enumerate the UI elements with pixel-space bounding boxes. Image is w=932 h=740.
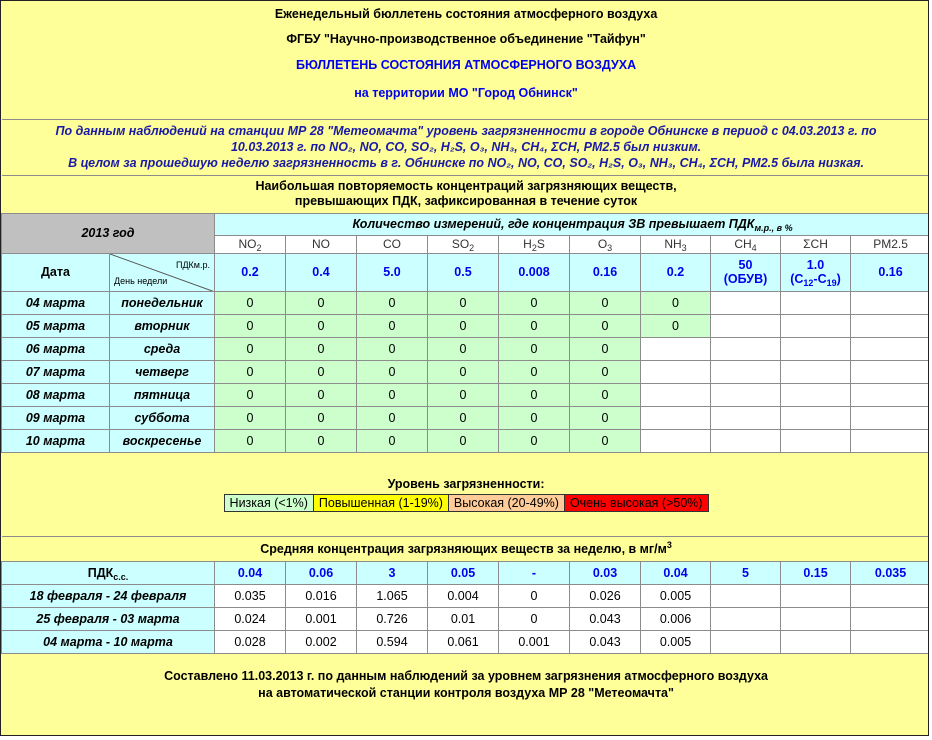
row-value: [851, 630, 930, 653]
row-value: 0: [428, 360, 499, 383]
pollutant-header: [711, 235, 781, 253]
row-value: 0: [428, 383, 499, 406]
row-value: 0: [215, 406, 286, 429]
pollutant-base: H: [523, 237, 532, 251]
table2-title: [2, 536, 930, 561]
pdk-row: [2, 253, 930, 291]
table-row: [2, 337, 930, 360]
table2-body: [2, 584, 930, 653]
row-value: [851, 337, 930, 360]
row-value: 0: [499, 429, 570, 452]
row-value: [641, 337, 711, 360]
pdk-cc-value: 0.04: [215, 561, 286, 584]
count-header-unit: , в %: [771, 223, 793, 233]
pollutant-base: NO: [312, 237, 330, 251]
row-value: 0: [357, 314, 428, 337]
row-value: 0: [286, 314, 357, 337]
count-header-text: Количество измерений, где концентрация ЗВ превышает ПДК: [352, 217, 755, 231]
pdk-value: 5.0: [383, 265, 401, 279]
pdk-cc-value: 0.035: [851, 561, 930, 584]
row-value: 0: [499, 383, 570, 406]
row-value: [711, 291, 781, 314]
row-value: 0: [570, 337, 641, 360]
bulletin-table: [1, 1, 929, 716]
row-value: 0: [357, 383, 428, 406]
pdk-value-cell: [781, 253, 851, 291]
row-value: 0.01: [428, 607, 499, 630]
row-value: 0.005: [641, 584, 711, 607]
row-value: 0: [357, 406, 428, 429]
row-value: [851, 291, 930, 314]
pdk-note-ch4: (ОБУВ): [723, 272, 768, 286]
pdk-value-cell: [499, 253, 570, 291]
pollutant-header: [641, 235, 711, 253]
pdk-note-sch-sub1: 12: [803, 278, 814, 288]
row-value: 0.726: [357, 607, 428, 630]
pollutant-base: SO: [451, 237, 470, 251]
row-value: [711, 630, 781, 653]
row-value: [851, 383, 930, 406]
row-value: 0: [286, 406, 357, 429]
row-date: 09 марта: [2, 406, 110, 429]
pdk-cc-value: 0.04: [641, 561, 711, 584]
row-date: 05 марта: [2, 314, 110, 337]
pdk-corner-text: ПДК: [175, 259, 194, 270]
pollutant-header: [499, 235, 570, 253]
row-value: 0: [428, 291, 499, 314]
table-row: [2, 360, 930, 383]
pollutant-base: ΣCH: [803, 237, 828, 251]
pdk-value-cell: [641, 253, 711, 291]
row-value: [781, 314, 851, 337]
header-line-1: Еженедельный бюллетень состояния атмосферного воздуха: [2, 1, 930, 27]
pdk-value-cell: [851, 253, 930, 291]
row-value: 0: [499, 584, 570, 607]
legend-item: Повышенная (1-19%): [314, 495, 449, 511]
row-date: 06 марта: [2, 337, 110, 360]
summary-p1-start: По данным наблюдений на станции МР 28 "Метеомачта" уровень загрязненности в городе Обнинске в период с 04.03.2013 г. по: [55, 124, 877, 138]
row-value: [711, 360, 781, 383]
pdk-cc-value: 0.06: [286, 561, 357, 584]
pdk-cc-value: -: [499, 561, 570, 584]
row-value: 0: [357, 429, 428, 452]
row-value: 0.026: [570, 584, 641, 607]
row-value: 0.043: [570, 630, 641, 653]
row-value: [711, 607, 781, 630]
pollutant-base: NH: [664, 237, 682, 251]
row-value: 0: [499, 291, 570, 314]
table-row: [2, 584, 930, 607]
pdk-value-cell: [215, 253, 286, 291]
recurrence-title-1: Наибольшая повторяемость концентраций загрязняющих веществ,: [255, 179, 677, 193]
row-period: 25 февраля - 03 марта: [2, 607, 215, 630]
row-value: 0.061: [428, 630, 499, 653]
row-value: 0.006: [641, 607, 711, 630]
row-value: [641, 429, 711, 452]
row-value: [641, 406, 711, 429]
row-value: 0: [499, 607, 570, 630]
row-value: 0.001: [286, 607, 357, 630]
row-value: 0: [215, 360, 286, 383]
weekday-corner-label: День недели: [114, 275, 168, 286]
table-row: [2, 383, 930, 406]
pollutant-header: [781, 235, 851, 253]
pollutant-header: [286, 235, 357, 253]
pollutant-base: CO: [383, 237, 401, 251]
row-value: 0.016: [286, 584, 357, 607]
pollutant-header: [215, 235, 286, 253]
legend-wrap: [2, 494, 930, 512]
pdk-corner-label: [176, 258, 210, 272]
row-value: 0: [641, 291, 711, 314]
legend: [224, 494, 709, 512]
pollutant-sub: 4: [751, 243, 757, 253]
pdk-corner-sub: м.р.: [193, 259, 210, 270]
pdk-note-sch-mid: -C: [813, 272, 827, 286]
row-value: [711, 314, 781, 337]
row-value: [711, 383, 781, 406]
table-row: [2, 607, 930, 630]
row-period: 04 марта - 10 марта: [2, 630, 215, 653]
table1-body: [2, 291, 930, 452]
pollutant-base: NO: [238, 237, 257, 251]
row-value: 0.594: [357, 630, 428, 653]
row-date: 10 марта: [2, 429, 110, 452]
pdk-cc-label: [2, 561, 215, 584]
pdk-value-cell: [357, 253, 428, 291]
row-value: [851, 314, 930, 337]
row-value: 0: [570, 360, 641, 383]
footer: [2, 653, 930, 716]
row-value: 0: [570, 429, 641, 452]
row-weekday: суббота: [110, 406, 215, 429]
row-value: 0.001: [499, 630, 570, 653]
row-value: 0: [428, 429, 499, 452]
footer-line-2: на автоматической станции контроля воздуха МР 28 "Метеомачта": [258, 685, 674, 700]
row-value: 0: [641, 314, 711, 337]
summary-p2: В целом за прошедшую неделю загрязненность в г. Обнинске по NO₂, NO, CO, SO₂, H₂S, O₃, NH₃, CH₄, ΣCH, PM2.5 была низкая.: [68, 156, 865, 170]
table-row: [2, 630, 930, 653]
row-value: [711, 584, 781, 607]
row-weekday: среда: [110, 337, 215, 360]
pdk-value: 50: [738, 258, 753, 272]
row-date: 08 марта: [2, 383, 110, 406]
row-value: [641, 383, 711, 406]
pdk-value: 0.2: [666, 265, 685, 279]
row-value: [781, 429, 851, 452]
header-line-2: ФГБУ "Научно-производственное объединение "Тайфун": [2, 27, 930, 51]
pdk-cc-value: 0.05: [428, 561, 499, 584]
pdk-weekday-cell: [110, 253, 215, 291]
row-date: 04 марта: [2, 291, 110, 314]
count-header-sub: м.р.: [754, 223, 772, 233]
date-label: Дата: [2, 253, 110, 291]
row-value: [781, 291, 851, 314]
row-value: [711, 406, 781, 429]
pdk-value: 0.16: [878, 265, 903, 279]
pdk-value: 0.5: [454, 265, 472, 279]
pollutant-base: O: [597, 237, 608, 251]
recurrence-title-2: превышающих ПДК, зафиксированная в течение суток: [294, 194, 638, 208]
row-value: 0: [499, 406, 570, 429]
table2-title-sup: 3: [666, 539, 672, 550]
row-value: 0: [357, 291, 428, 314]
row-value: 1.065: [357, 584, 428, 607]
pollutant-sub: 2: [256, 243, 262, 253]
pollutant-header: [570, 235, 641, 253]
pdk-cc-sub: с.с.: [113, 571, 129, 582]
row-value: [711, 429, 781, 452]
pdk-cc-text: ПДК: [87, 565, 114, 580]
pdk-cc-value: 0.03: [570, 561, 641, 584]
row-value: [781, 584, 851, 607]
row-value: 0: [428, 406, 499, 429]
row-weekday: понедельник: [110, 291, 215, 314]
header-line-4: на территории МО "Город Обнинск": [2, 79, 930, 107]
row-value: 0: [428, 337, 499, 360]
header-line-3: БЮЛЛЕТЕНЬ СОСТОЯНИЯ АТМОСФЕРНОГО ВОЗДУХА: [2, 51, 930, 79]
summary-p1-end: 10.03.2013 г. по NO₂, NO, CO, SO₂, H₂S, O₃, NH₃, CH₄, ΣCH, PM2.5 был низким.: [230, 140, 702, 154]
row-value: 0: [357, 360, 428, 383]
row-weekday: пятница: [110, 383, 215, 406]
count-header: [215, 213, 930, 235]
row-value: 0.035: [215, 584, 286, 607]
pdk-note-sch-sub2: 19: [826, 278, 837, 288]
legend-section: [2, 452, 930, 536]
legend-item: Очень высокая (>50%): [565, 495, 708, 511]
row-value: 0: [499, 314, 570, 337]
table-row: [2, 291, 930, 314]
legend-item: Высокая (20-49%): [449, 495, 565, 511]
row-value: [851, 406, 930, 429]
table-row: [2, 406, 930, 429]
row-value: 0.004: [428, 584, 499, 607]
row-weekday: воскресенье: [110, 429, 215, 452]
row-value: 0: [286, 337, 357, 360]
row-value: 0.028: [215, 630, 286, 653]
row-value: 0: [215, 383, 286, 406]
row-weekday: четверг: [110, 360, 215, 383]
pollutant-sub: 2: [469, 243, 475, 253]
pollutant-base: PM2.5: [873, 237, 908, 251]
pollutant-sub: 3: [607, 243, 613, 253]
row-value: 0.043: [570, 607, 641, 630]
row-value: 0: [286, 360, 357, 383]
row-value: [781, 406, 851, 429]
table-row: [2, 314, 930, 337]
row-value: 0.002: [286, 630, 357, 653]
spacer: [2, 107, 930, 119]
row-value: 0: [286, 383, 357, 406]
pdk-cc-value: 0.15: [781, 561, 851, 584]
summary-text: [2, 119, 930, 175]
year-label: 2013 год: [2, 213, 215, 253]
pollutant-header: [851, 235, 930, 253]
row-value: 0.005: [641, 630, 711, 653]
row-value: 0: [570, 314, 641, 337]
pdk-cc-value: 3: [357, 561, 428, 584]
row-value: 0: [215, 337, 286, 360]
pollutant-header: [357, 235, 428, 253]
pdk-value: 0.2: [241, 265, 259, 279]
row-value: [781, 360, 851, 383]
pdk-value: 0.16: [592, 265, 618, 279]
table2-pdk-row: [2, 561, 930, 584]
pollutant-tail: S: [536, 237, 545, 251]
row-value: 0: [286, 429, 357, 452]
row-value: [851, 607, 930, 630]
pollutant-header: [428, 235, 499, 253]
row-value: [781, 630, 851, 653]
row-value: [851, 584, 930, 607]
pdk-value-cell: [286, 253, 357, 291]
row-value: 0: [570, 291, 641, 314]
row-date: 07 марта: [2, 360, 110, 383]
row-value: [711, 337, 781, 360]
legend-title: Уровень загрязненности:: [387, 476, 545, 491]
row-value: [781, 383, 851, 406]
pollutant-base: CH: [734, 237, 752, 251]
pdk-value: 0.4: [312, 265, 330, 279]
row-value: [851, 360, 930, 383]
row-value: 0: [428, 314, 499, 337]
pollutant-sub: 2: [531, 243, 537, 253]
legend-item: Низкая (<1%): [225, 495, 314, 511]
pdk-note-sch-pre: (C: [790, 272, 804, 286]
row-value: 0: [499, 360, 570, 383]
row-value: 0: [215, 314, 286, 337]
pdk-note-sch: [781, 272, 850, 286]
row-value: 0: [286, 291, 357, 314]
table2-title-text: Средняя концентрация загрязняющих веществ за неделю, в мг/м: [260, 541, 667, 556]
row-value: 0: [215, 291, 286, 314]
pdk-cc-value: 5: [711, 561, 781, 584]
row-value: 0: [570, 406, 641, 429]
pdk-value: 1.0: [806, 258, 825, 272]
pdk-value-cell: [711, 253, 781, 291]
row-value: [781, 337, 851, 360]
table-row: [2, 429, 930, 452]
row-value: 0.024: [215, 607, 286, 630]
row-value: [781, 607, 851, 630]
row-value: [641, 360, 711, 383]
row-value: 0: [499, 337, 570, 360]
pdk-note-sch-post: ): [836, 272, 841, 286]
row-value: [851, 429, 930, 452]
pdk-value: 0.008: [518, 265, 550, 279]
pdk-value-cell: [428, 253, 499, 291]
recurrence-title: [2, 175, 930, 213]
footer-line-1: Составлено 11.03.2013 г. по данным наблюдений за уровнем загрязнения атмосферного воздуха: [164, 668, 768, 683]
row-value: 0: [215, 429, 286, 452]
row-value: 0: [357, 337, 428, 360]
pdk-value-cell: [570, 253, 641, 291]
row-weekday: вторник: [110, 314, 215, 337]
row-period: 18 февраля - 24 февраля: [2, 584, 215, 607]
row-value: 0: [570, 383, 641, 406]
pollutant-sub: 3: [681, 243, 687, 253]
